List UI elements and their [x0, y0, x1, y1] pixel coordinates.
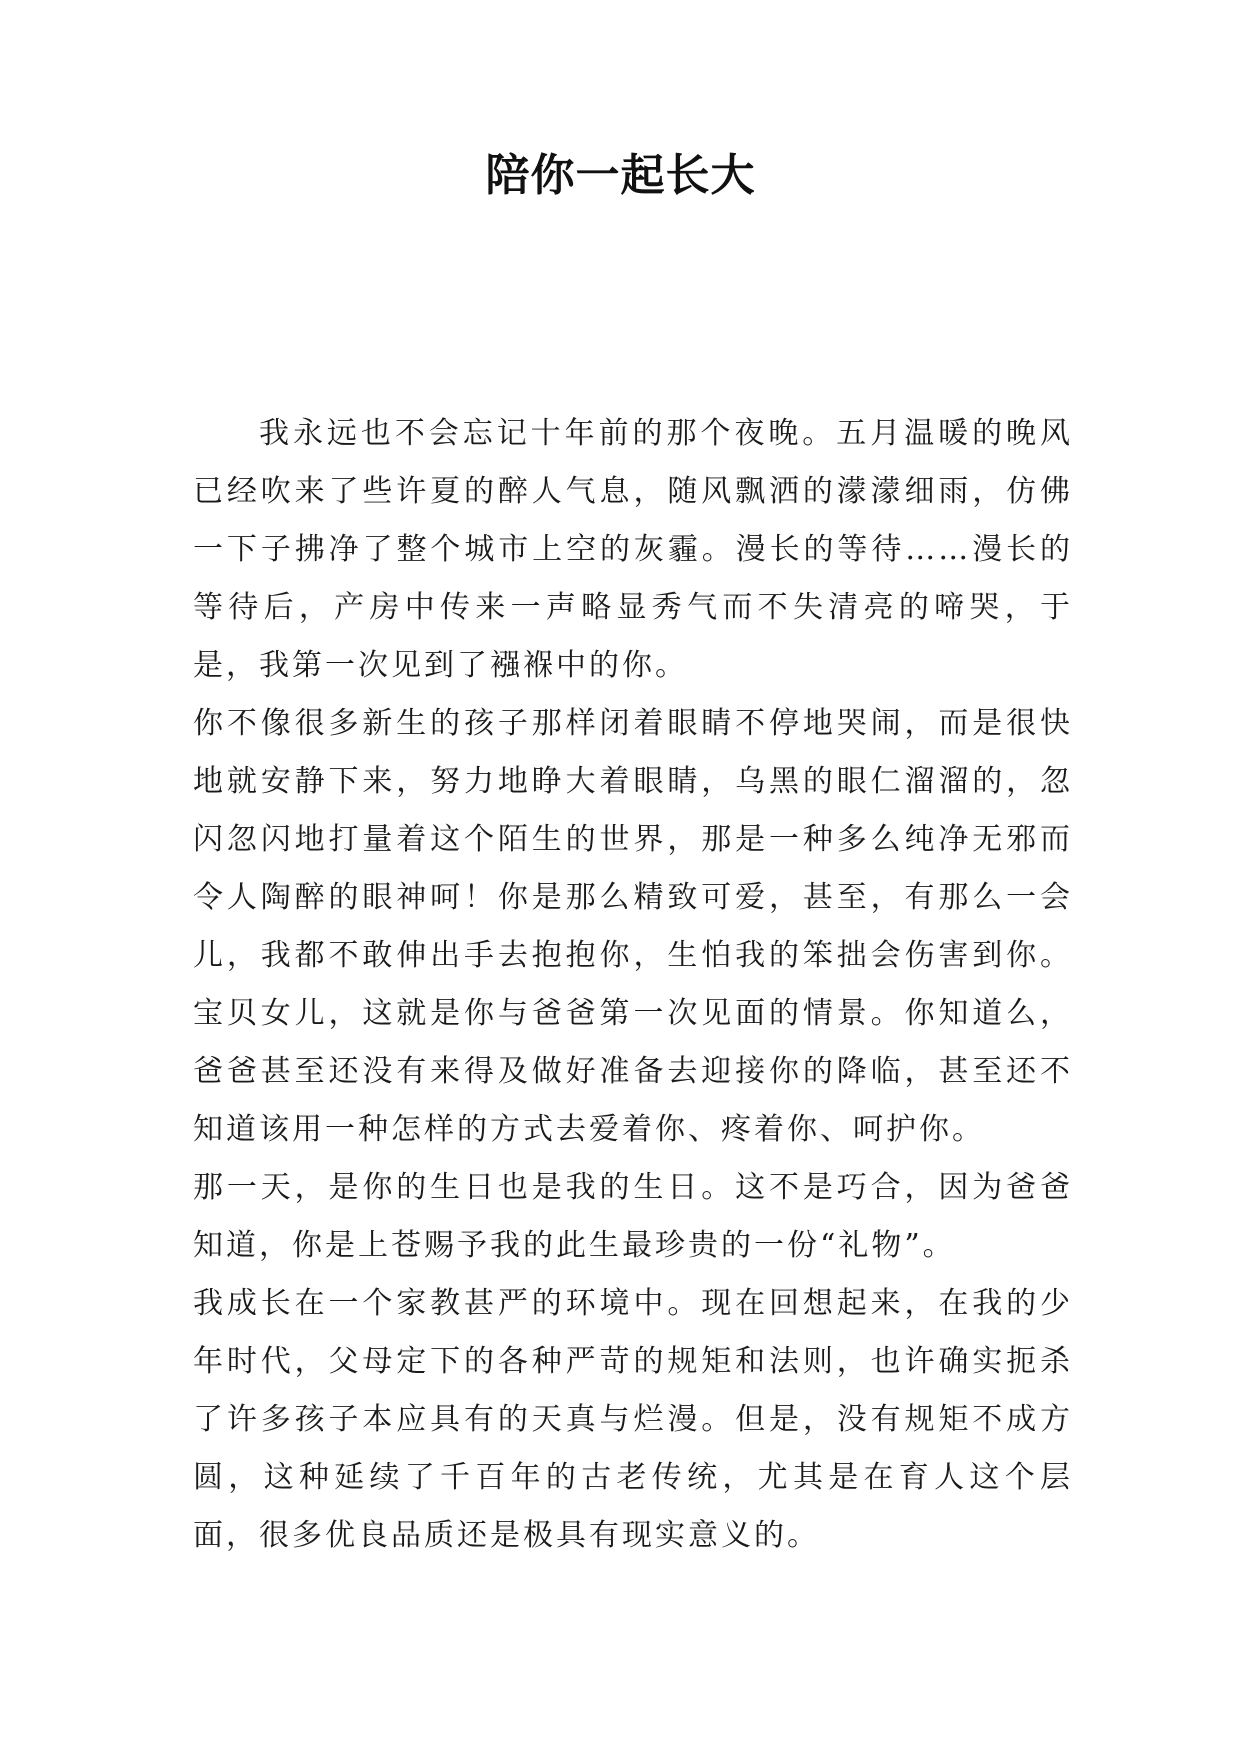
paragraph-4: 我成长在一个家教甚严的环境中。现在回想起来，在我的少年时代，父母定下的各种严苛的规矩和法则，也许确实扼杀了许多孩子本应具有的天真与烂漫。但是，没有规矩不成方圆，这种延续了千百年的古老传统，尤其是在育人这个层面，很多优良品质还是极具有现实意义的。: [193, 1286, 1073, 1553]
document-title: 陪你一起长大: [485, 150, 756, 201]
paragraph-2: 你不像很多新生的孩子那样闭着眼睛不停地哭闹，而是很快地就安静下来，努力地睁大着眼睛，乌黑的眼仁溜溜的，忽闪忽闪地打量着这个陌生的世界，那是一种多么纯净无邪而令人陶醉的眼神呵！你是那么精致可爱，甚至，有那么一会儿，我都不敢伸出手去抱抱你，生怕我的笨拙会伤害到你。宝贝女儿，这就是你与爸爸第一次见面的情景。你知道么，爸爸甚至还没有来得及做好准备去迎接你的降临，甚至还不知道该用一种怎样的方式去爱着你、疼着你、呵护你。: [193, 706, 1073, 1147]
document-body: [193, 405, 1073, 1565]
paragraph-3: 那一天，是你的生日也是我的生日。这不是巧合，因为爸爸知道，你是上苍赐予我的此生最珍贵的一份“礼物”。: [193, 1170, 1073, 1263]
paragraph-1: 我永远也不会忘记十年前的那个夜晚。五月温暖的晚风已经吹来了些许夏的醉人气息，随风飘洒的濛濛细雨，仿佛一下子拂净了整个城市上空的灰霾。漫长的等待……漫长的等待后，产房中传来一声略显秀气而不失清亮的啼哭，于是，我第一次见到了襁褓中的你。: [193, 416, 1073, 683]
